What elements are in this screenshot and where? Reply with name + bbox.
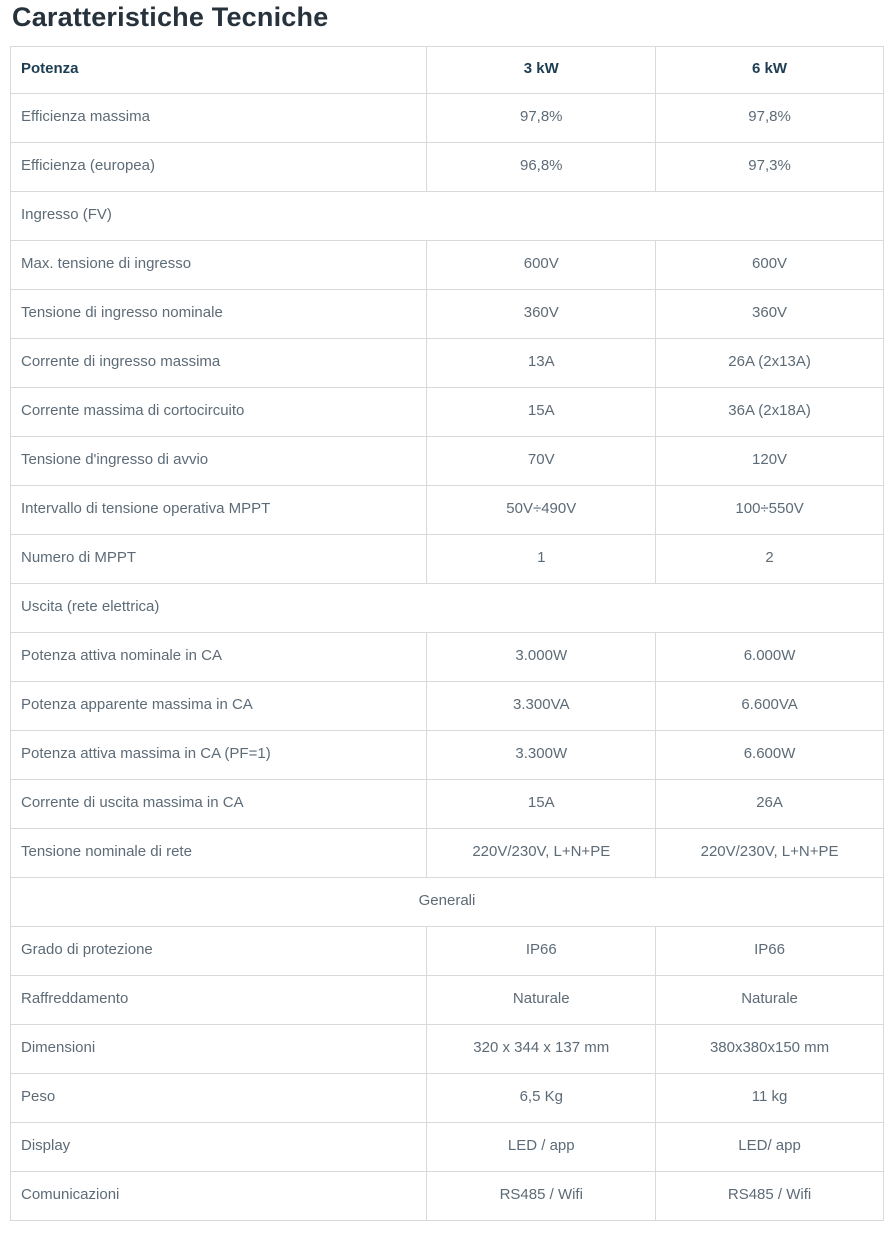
- specs-table: [10, 46, 884, 1221]
- value-3kw: 15A: [427, 388, 656, 437]
- value-6kw: 360V: [656, 290, 884, 339]
- value-3kw: 96,8%: [427, 143, 656, 192]
- value-6kw: 380x380x150 mm: [656, 1025, 884, 1074]
- table-row: [11, 241, 884, 290]
- value-6kw: IP66: [656, 927, 884, 976]
- row-label: Efficienza (europea): [11, 143, 427, 192]
- value-6kw: 11 kg: [656, 1074, 884, 1123]
- section-row: [11, 878, 884, 927]
- table-row: [11, 976, 884, 1025]
- value-3kw: 3.000W: [427, 633, 656, 682]
- column-header-6kw: 6 kW: [656, 47, 884, 94]
- table-row: [11, 388, 884, 437]
- section-row: [11, 584, 884, 633]
- row-label: Corrente di ingresso massima: [11, 339, 427, 388]
- table-row: [11, 1074, 884, 1123]
- table-row: [11, 486, 884, 535]
- table-body: [11, 94, 884, 1221]
- row-label: Comunicazioni: [11, 1172, 427, 1221]
- value-3kw: 320 x 344 x 137 mm: [427, 1025, 656, 1074]
- value-6kw: 97,8%: [656, 94, 884, 143]
- value-3kw: 3.300W: [427, 731, 656, 780]
- row-label: Corrente massima di cortocircuito: [11, 388, 427, 437]
- value-3kw: 220V/230V, L+N+PE: [427, 829, 656, 878]
- value-6kw: 6.600W: [656, 731, 884, 780]
- table-row: [11, 535, 884, 584]
- row-label: Numero di MPPT: [11, 535, 427, 584]
- table-row: [11, 290, 884, 339]
- column-header-3kw: 3 kW: [427, 47, 656, 94]
- row-label: Tensione d'ingresso di avvio: [11, 437, 427, 486]
- value-6kw: 600V: [656, 241, 884, 290]
- value-3kw: IP66: [427, 927, 656, 976]
- value-6kw: 26A (2x13A): [656, 339, 884, 388]
- table-row: [11, 682, 884, 731]
- row-label: Display: [11, 1123, 427, 1172]
- table-row: [11, 1123, 884, 1172]
- value-6kw: 120V: [656, 437, 884, 486]
- table-row: [11, 1172, 884, 1221]
- section-row: [11, 192, 884, 241]
- row-label: Max. tensione di ingresso: [11, 241, 427, 290]
- table-row: [11, 94, 884, 143]
- value-3kw: 360V: [427, 290, 656, 339]
- row-label: Tensione nominale di rete: [11, 829, 427, 878]
- value-3kw: 97,8%: [427, 94, 656, 143]
- table-row: [11, 780, 884, 829]
- table-row: [11, 829, 884, 878]
- value-6kw: 2: [656, 535, 884, 584]
- value-6kw: 97,3%: [656, 143, 884, 192]
- value-3kw: 70V: [427, 437, 656, 486]
- value-3kw: 1: [427, 535, 656, 584]
- section-label: Uscita (rete elettrica): [11, 584, 884, 633]
- value-6kw: 26A: [656, 780, 884, 829]
- value-3kw: Naturale: [427, 976, 656, 1025]
- row-label: Grado di protezione: [11, 927, 427, 976]
- row-label: Potenza attiva massima in CA (PF=1): [11, 731, 427, 780]
- row-label: Peso: [11, 1074, 427, 1123]
- page-title: Caratteristiche Tecniche: [12, 2, 329, 32]
- value-6kw: 6.000W: [656, 633, 884, 682]
- row-label: Tensione di ingresso nominale: [11, 290, 427, 339]
- row-label: Efficienza massima: [11, 94, 427, 143]
- value-6kw: 220V/230V, L+N+PE: [656, 829, 884, 878]
- row-label: Intervallo di tensione operativa MPPT: [11, 486, 427, 535]
- value-3kw: 6,5 Kg: [427, 1074, 656, 1123]
- table-row: [11, 339, 884, 388]
- value-6kw: 6.600VA: [656, 682, 884, 731]
- table-row: [11, 633, 884, 682]
- value-3kw: 3.300VA: [427, 682, 656, 731]
- value-3kw: 50V÷490V: [427, 486, 656, 535]
- value-3kw: RS485 / Wifi: [427, 1172, 656, 1221]
- value-6kw: RS485 / Wifi: [656, 1172, 884, 1221]
- row-label: Dimensioni: [11, 1025, 427, 1074]
- table-header-row: [11, 47, 884, 94]
- row-label: Potenza attiva nominale in CA: [11, 633, 427, 682]
- table-row: [11, 927, 884, 976]
- table-row: [11, 1025, 884, 1074]
- column-header-potenza: Potenza: [11, 47, 427, 94]
- row-label: Raffreddamento: [11, 976, 427, 1025]
- value-6kw: Naturale: [656, 976, 884, 1025]
- value-6kw: 36A (2x18A): [656, 388, 884, 437]
- value-3kw: 15A: [427, 780, 656, 829]
- table-row: [11, 731, 884, 780]
- table-row: [11, 143, 884, 192]
- section-label: Generali: [11, 878, 884, 927]
- table-row: [11, 437, 884, 486]
- row-label: Potenza apparente massima in CA: [11, 682, 427, 731]
- value-6kw: LED/ app: [656, 1123, 884, 1172]
- section-label: Ingresso (FV): [11, 192, 884, 241]
- value-3kw: 600V: [427, 241, 656, 290]
- value-6kw: 100÷550V: [656, 486, 884, 535]
- value-3kw: LED / app: [427, 1123, 656, 1172]
- row-label: Corrente di uscita massima in CA: [11, 780, 427, 829]
- value-3kw: 13A: [427, 339, 656, 388]
